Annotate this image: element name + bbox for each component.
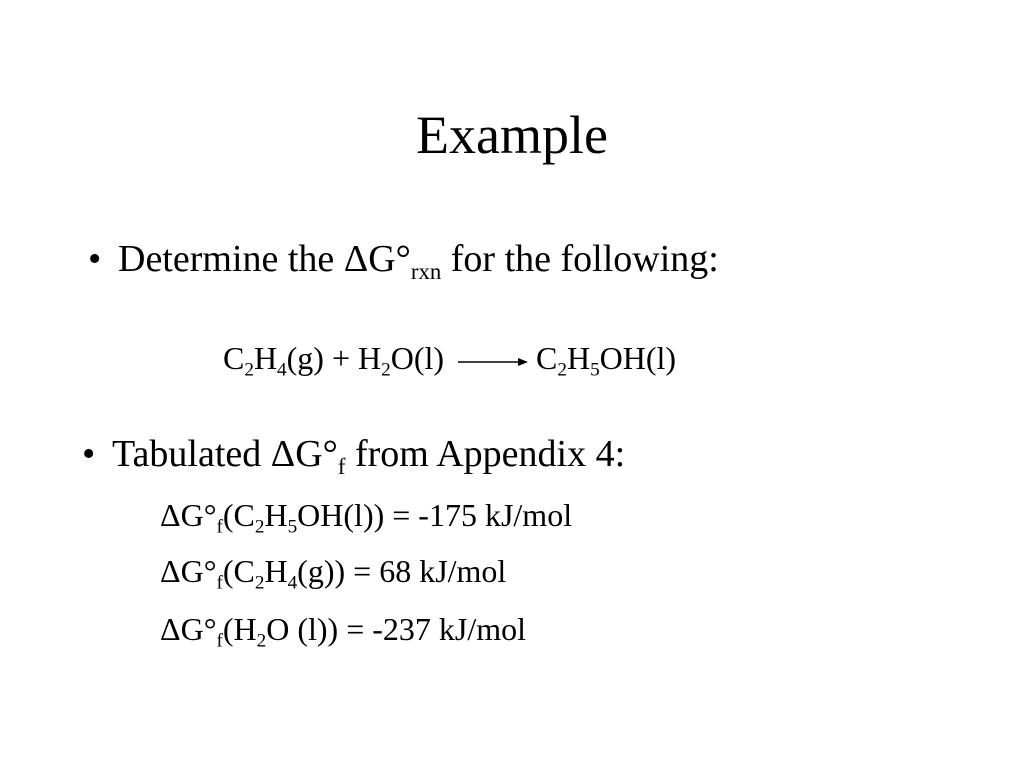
- sub-f: f: [216, 516, 223, 538]
- formula-a: (C: [222, 553, 255, 589]
- subscript-f: f: [337, 453, 346, 479]
- reactant-c: C: [223, 340, 245, 376]
- bullet-dot: •: [82, 433, 96, 475]
- delta-g: ΔG°: [160, 611, 217, 647]
- bullet-tabulated: [82, 430, 625, 478]
- reactant-h: H: [253, 340, 278, 376]
- bullet-text-post: from Appendix 4:: [345, 433, 626, 475]
- value-ethanol: [160, 494, 572, 536]
- sub-2b: 2: [381, 359, 391, 381]
- reaction-equation: [223, 337, 676, 379]
- formula-a: (C: [222, 497, 255, 533]
- formula-value: O (l)) = -237 kJ/mol: [266, 611, 527, 647]
- formula-value: (g)) = 68 kJ/mol: [297, 553, 507, 589]
- reactant-rest: (g) + H: [286, 340, 382, 376]
- bullet-determine: [88, 235, 719, 283]
- sub-5: 5: [590, 359, 600, 381]
- sub-f: f: [216, 572, 223, 594]
- reaction-arrow-icon: [458, 352, 528, 372]
- sub-n1: 2: [254, 572, 265, 594]
- bullet-text-post: for the following:: [441, 238, 719, 280]
- sub-2: 2: [244, 359, 254, 381]
- formula-b: H: [264, 553, 288, 589]
- slide-title: Example: [416, 105, 608, 165]
- product-rest: OH(l): [599, 340, 677, 376]
- product-c: C: [536, 340, 558, 376]
- product-h: H: [566, 340, 591, 376]
- sub-2c: 2: [557, 359, 567, 381]
- sub-n2: 4: [287, 572, 298, 594]
- bullet-text-pre: Tabulated ΔG°: [112, 433, 338, 475]
- sub-4: 4: [277, 359, 287, 381]
- sub-n1: 2: [256, 630, 267, 652]
- sub-f: f: [216, 630, 223, 652]
- delta-g: ΔG°: [160, 497, 217, 533]
- formula-a: (H: [222, 611, 257, 647]
- sub-n2: 5: [287, 516, 298, 538]
- delta-g: ΔG°: [160, 553, 217, 589]
- formula-b: H: [264, 497, 288, 533]
- reactant-water: O(l): [390, 340, 445, 376]
- sub-n1: 2: [254, 516, 265, 538]
- subscript-rxn: rxn: [410, 258, 442, 284]
- value-ethylene: [160, 550, 506, 592]
- bullet-text-pre: Determine the ΔG°: [118, 238, 411, 280]
- formula-value: OH(l)) = -175 kJ/mol: [297, 497, 573, 533]
- bullet-dot: •: [88, 238, 102, 280]
- value-water: [160, 608, 526, 650]
